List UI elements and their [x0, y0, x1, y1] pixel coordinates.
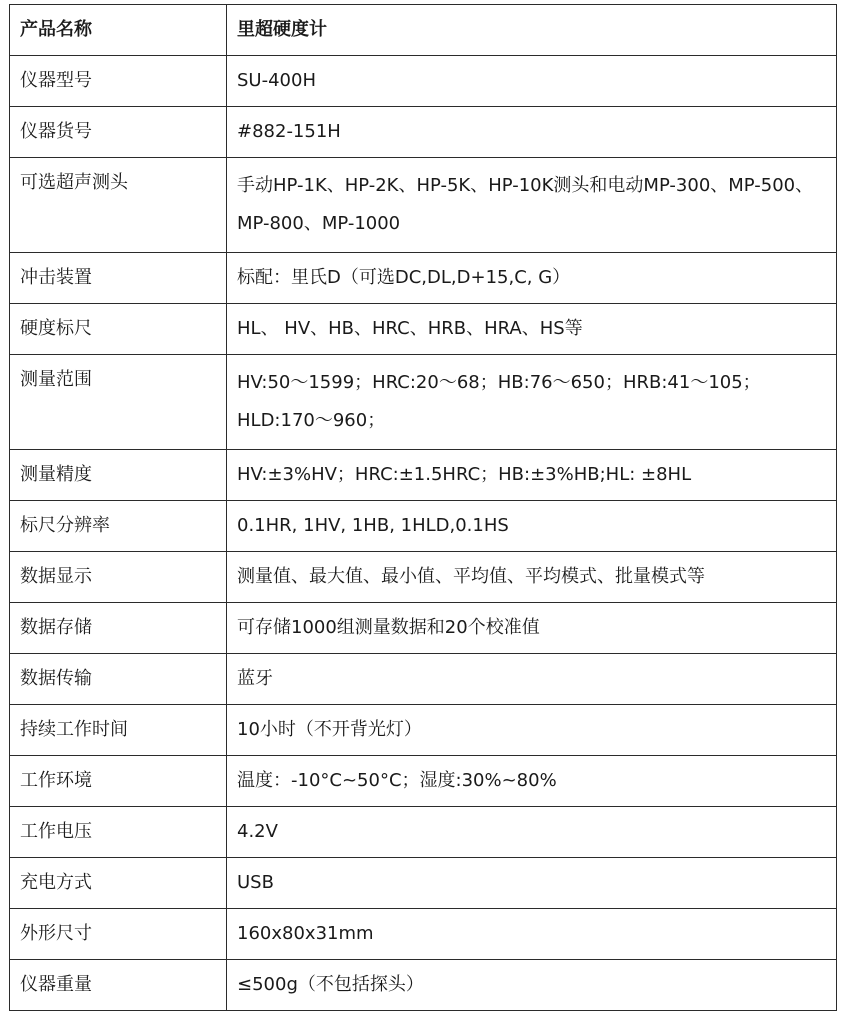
table-row	[10, 304, 837, 355]
row-label: 工作环境	[10, 756, 227, 807]
row-value: 标配：里氏D（可选DC,DL,D+15,C, G）	[227, 253, 837, 304]
table-row	[10, 960, 837, 1011]
row-label: 仪器重量	[10, 960, 227, 1011]
table-row	[10, 756, 837, 807]
table-row	[10, 253, 837, 304]
row-value: 160x80x31mm	[227, 909, 837, 960]
table-row	[10, 501, 837, 552]
row-value: #882-151H	[227, 107, 837, 158]
row-value: HV:50～1599；HRC:20～68；HB:76～650；HRB:41～105；HLD:170～960；	[227, 355, 837, 450]
table-row	[10, 552, 837, 603]
header-label-cell: 产品名称	[10, 5, 227, 56]
row-label: 工作电压	[10, 807, 227, 858]
row-label: 测量范围	[10, 355, 227, 450]
row-value: 温度：-10°C~50°C；湿度:30%~80%	[227, 756, 837, 807]
row-label: 仪器型号	[10, 56, 227, 107]
row-value: SU-400H	[227, 56, 837, 107]
table-row	[10, 654, 837, 705]
row-value: 10小时（不开背光灯）	[227, 705, 837, 756]
table-row	[10, 158, 837, 253]
row-value: 4.2V	[227, 807, 837, 858]
table-row	[10, 705, 837, 756]
row-value: USB	[227, 858, 837, 909]
table-row	[10, 355, 837, 450]
row-value: ≤500g（不包括探头）	[227, 960, 837, 1011]
row-label: 冲击装置	[10, 253, 227, 304]
table-row	[10, 56, 837, 107]
row-value: 0.1HR, 1HV, 1HB, 1HLD,0.1HS	[227, 501, 837, 552]
row-value: 可存储1000组测量数据和20个校准值	[227, 603, 837, 654]
row-label: 外形尺寸	[10, 909, 227, 960]
row-value: HL、 HV、HB、HRC、HRB、HRA、HS等	[227, 304, 837, 355]
row-label: 充电方式	[10, 858, 227, 909]
row-label: 标尺分辨率	[10, 501, 227, 552]
row-value: HV:±3%HV；HRC:±1.5HRC；HB:±3%HB;HL: ±8HL	[227, 450, 837, 501]
row-value: 手动HP-1K、HP-2K、HP-5K、HP-10K测头和电动MP-300、MP-500、MP-800、MP-1000	[227, 158, 837, 253]
row-label: 数据存储	[10, 603, 227, 654]
table-row	[10, 450, 837, 501]
row-label: 数据显示	[10, 552, 227, 603]
table-row	[10, 603, 837, 654]
table-row	[10, 807, 837, 858]
header-value-cell: 里超硬度计	[227, 5, 837, 56]
table-row	[10, 107, 837, 158]
row-label: 测量精度	[10, 450, 227, 501]
spec-table	[9, 4, 837, 1011]
table-row	[10, 909, 837, 960]
row-value: 蓝牙	[227, 654, 837, 705]
row-label: 持续工作时间	[10, 705, 227, 756]
row-label: 数据传输	[10, 654, 227, 705]
row-label: 硬度标尺	[10, 304, 227, 355]
row-value: 测量值、最大值、最小值、平均值、平均模式、批量模式等	[227, 552, 837, 603]
row-label: 仪器货号	[10, 107, 227, 158]
row-label: 可选超声测头	[10, 158, 227, 253]
table-row	[10, 858, 837, 909]
table-header-row	[10, 5, 837, 56]
